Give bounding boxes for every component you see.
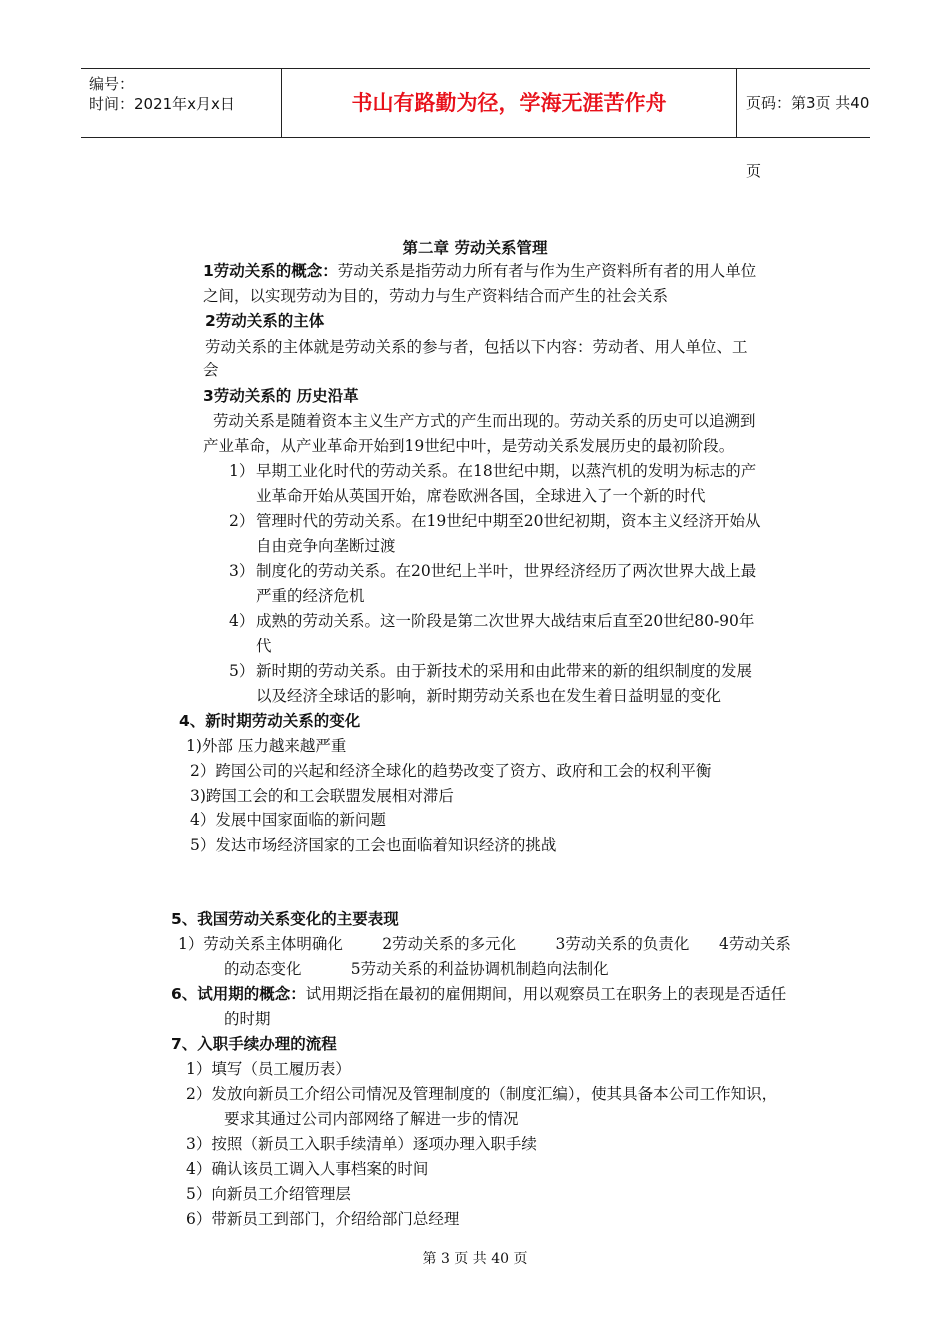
section-5-heading: 5、我国劳动关系变化的主要表现 bbox=[171, 910, 399, 928]
section-5-text: 的动态变化 5劳动关系的利益协调机制趋向法制化 bbox=[224, 960, 609, 978]
section-7-heading: 7、入职手续办理的流程 bbox=[171, 1035, 337, 1053]
list-item-number: 1） bbox=[229, 462, 255, 480]
list-item: 1)外部 压力越来越严重 bbox=[186, 737, 347, 755]
section-6-text: 的时期 bbox=[224, 1010, 271, 1028]
section-3-heading: 3劳动关系的 历史沿革 bbox=[203, 387, 359, 405]
header-motto: 书山有路勤为径，学海无涯苦作舟 bbox=[351, 91, 667, 115]
section-6-text: 试用期泛指在最初的雇佣期间，用以观察员工在职务上的表现是否适任 bbox=[305, 985, 787, 1003]
list-item: 早期工业化时代的劳动关系。在18世纪中期，以蒸汽机的发明为标志的产 bbox=[256, 462, 757, 480]
section-6-heading: 6、试用期的概念： bbox=[171, 985, 306, 1003]
list-item-number: 4） bbox=[229, 612, 255, 630]
header-meta bbox=[81, 69, 281, 137]
list-item: 4）确认该员工调入人事档案的时间 bbox=[186, 1160, 429, 1178]
list-item-number: 3） bbox=[229, 562, 255, 580]
list-item: 2）发放向新员工介绍公司情况及管理制度的（制度汇编），使其具备本公司工作知识， bbox=[186, 1085, 778, 1103]
list-item-number: 5） bbox=[229, 662, 255, 680]
list-item: 3）按照（新员工入职手续清单）逐项办理入职手续 bbox=[186, 1135, 537, 1153]
list-item: 业革命开始从英国开始，席卷欧洲各国，全球进入了一个新的时代 bbox=[256, 487, 706, 505]
list-item: 自由竞争向垄断过渡 bbox=[256, 537, 396, 555]
list-item: 3)跨国工会的和工会联盟发展相对滞后 bbox=[190, 787, 454, 805]
section-6-line-1 bbox=[171, 984, 786, 1004]
header-page-info: 页码：第3页 共40页 bbox=[746, 94, 870, 180]
list-item: 管理时代的劳动关系。在19世纪中期至20世纪初期，资本主义经济开始从 bbox=[256, 512, 761, 530]
page-footer: 第 3 页 共 40 页 bbox=[422, 1251, 528, 1267]
section-1-line-1 bbox=[203, 261, 756, 281]
list-item: 代 bbox=[256, 637, 272, 655]
section-1-heading: 1劳动关系的概念： bbox=[203, 262, 338, 280]
list-item: 新时期的劳动关系。由于新技术的采用和由此带来的新的组织制度的发展 bbox=[256, 662, 753, 680]
list-item: 4）发展中国家面临的新问题 bbox=[190, 811, 386, 829]
chapter-title: 第二章 劳动关系管理 bbox=[402, 239, 548, 257]
section-1-text: 之间，以实现劳动为目的，劳动力与生产资料结合而产生的社会关系 bbox=[203, 287, 669, 305]
section-3-intro: 劳动关系是随着资本主义生产方式的产生而出现的。劳动关系的历史可以追溯到 bbox=[213, 412, 756, 430]
section-4-heading: 4、新时期劳动关系的变化 bbox=[179, 712, 361, 730]
header-divider bbox=[736, 69, 737, 137]
list-item: 1）填写（员工履历表） bbox=[186, 1060, 351, 1078]
section-2-text: 劳动关系的主体就是劳动关系的参与者，包括以下内容：劳动者、用人单位、工 bbox=[205, 338, 748, 356]
section-2-text: 会 bbox=[203, 361, 219, 379]
section-2-heading: 2劳动关系的主体 bbox=[205, 312, 325, 330]
section-1-text: 劳动关系是指劳动力所有者与作为生产资料所有者的用人单位 bbox=[337, 262, 757, 280]
list-item: 5）向新员工介绍管理层 bbox=[186, 1185, 351, 1203]
list-item: 要求其通过公司内部网络了解进一步的情况 bbox=[224, 1110, 519, 1128]
list-item: 严重的经济危机 bbox=[256, 587, 365, 605]
section-5-text: 1）劳动关系主体明确化 2劳动关系的多元化 3劳动关系的负责化 4劳动关系 bbox=[178, 935, 791, 953]
list-item: 以及经济全球话的影响，新时期劳动关系也在发生着日益明显的变化 bbox=[256, 687, 722, 705]
list-item: 制度化的劳动关系。在20世纪上半叶，世界经济经历了两次世界大战上最 bbox=[256, 562, 757, 580]
list-item: 6）带新员工到部门，介绍给部门总经理 bbox=[186, 1210, 460, 1228]
section-3-intro: 产业革命，从产业革命开始到19世纪中叶，是劳动关系发展历史的最初阶段。 bbox=[203, 437, 735, 455]
list-item: 2）跨国公司的兴起和经济全球化的趋势改变了资方、政府和工会的权利平衡 bbox=[190, 762, 712, 780]
list-item-number: 2） bbox=[229, 512, 255, 530]
serial-label: 编号： bbox=[89, 75, 135, 93]
list-item: 5）发达市场经济国家的工会也面临着知识经济的挑战 bbox=[190, 836, 557, 854]
date-label: 时间：2021年x月x日 bbox=[89, 95, 235, 113]
page-header bbox=[81, 68, 870, 180]
list-item: 成熟的劳动关系。这一阶段是第二次世界大战结束后直至20世纪80-90年 bbox=[256, 612, 755, 630]
